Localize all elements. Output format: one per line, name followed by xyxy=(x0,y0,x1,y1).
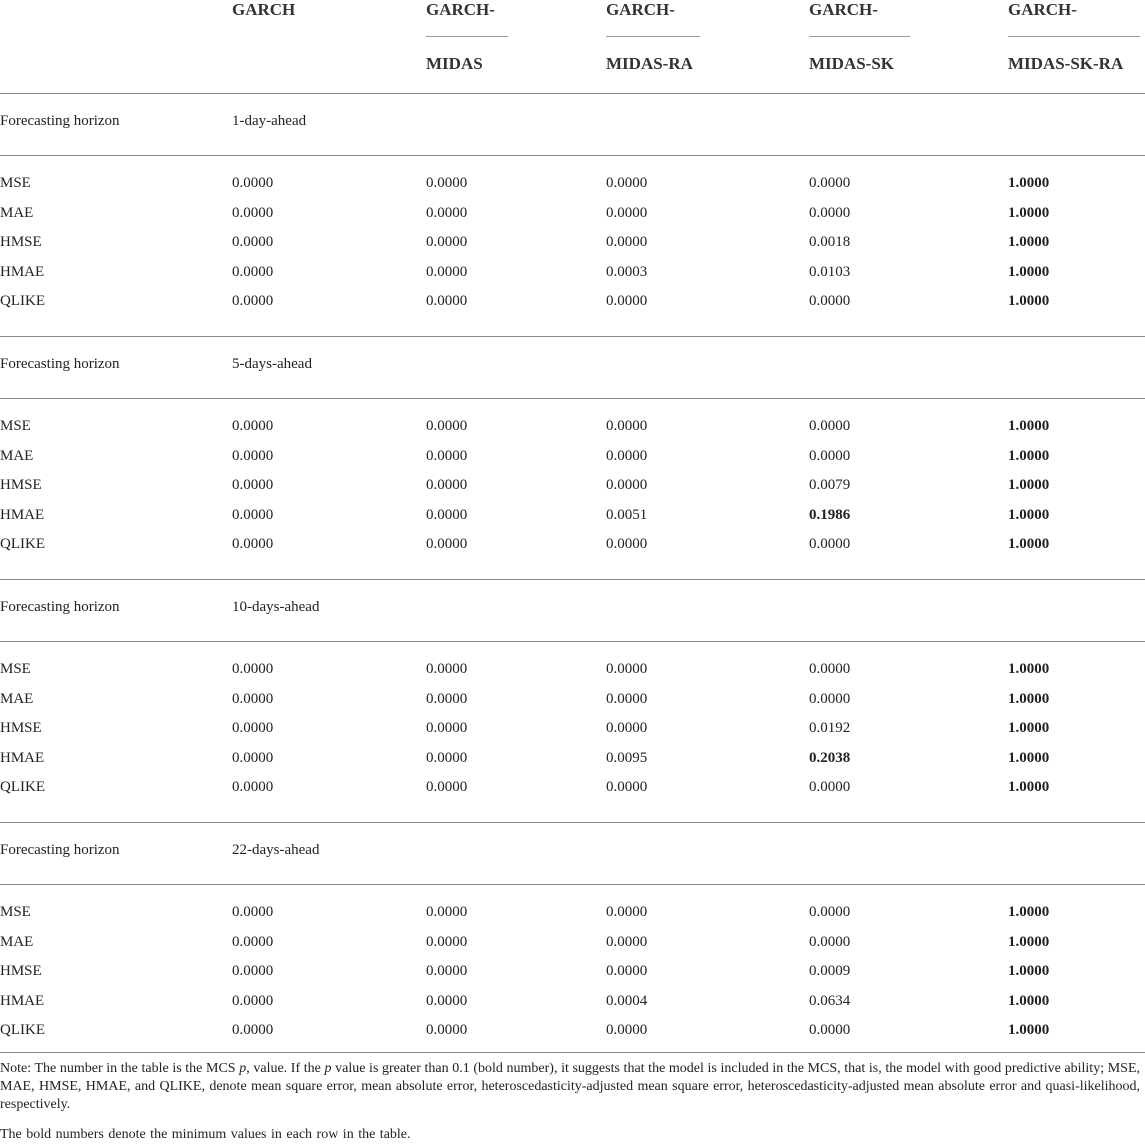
table-cell: 1.0000 xyxy=(1008,779,1050,796)
table-cell: 0.0000 xyxy=(232,779,274,796)
table-cell: 0.0000 xyxy=(606,175,648,191)
metric-label: QLIKE xyxy=(0,779,45,796)
table-rule xyxy=(0,93,1145,94)
table-cell: 1.0000 xyxy=(1008,234,1050,251)
table-cell: 0.0000 xyxy=(426,536,468,553)
metric-label: HMSE xyxy=(0,720,42,737)
table-cell: 0.0000 xyxy=(606,779,648,796)
table-cell: 0.0000 xyxy=(426,779,468,796)
column-header: GARCH- xyxy=(606,0,675,19)
table-cell: 0.0000 xyxy=(809,293,851,310)
metric-label: QLIKE xyxy=(0,536,45,553)
metric-label: HMAE xyxy=(0,992,45,1009)
table-rule xyxy=(0,155,1145,156)
table-cell: 0.0000 xyxy=(809,536,851,553)
metric-label: HMAE xyxy=(0,506,45,523)
table-cell: 0.0000 xyxy=(606,963,648,980)
table-cell: 0.0000 xyxy=(426,263,468,280)
table-cell: 1.0000 xyxy=(1008,204,1050,221)
table-cell: 0.0000 xyxy=(606,933,648,950)
metric-label: HMSE xyxy=(0,963,42,980)
column-header-line2: MIDAS-RA xyxy=(606,54,693,73)
table-cell: 0.0000 xyxy=(426,963,468,980)
table-cell: 0.0000 xyxy=(606,477,648,494)
table-rule xyxy=(0,641,1145,642)
note-prefix: Note: The number in the table is the MCS xyxy=(0,1061,240,1076)
table-cell: 0.0000 xyxy=(232,447,274,464)
table-cell: 0.0000 xyxy=(232,933,274,950)
table-note xyxy=(0,1060,1140,1114)
metric-label: QLIKE xyxy=(0,293,45,310)
table-cell: 0.0000 xyxy=(606,1022,648,1039)
column-header: GARCH- xyxy=(426,0,495,19)
table-cell: 0.0003 xyxy=(606,263,648,280)
note-p-symbol: p xyxy=(239,1061,247,1076)
table-cell: 0.0000 xyxy=(809,418,851,434)
metric-label: QLIKE xyxy=(0,1022,45,1039)
table-rule xyxy=(0,336,1145,337)
header-divider xyxy=(606,36,700,37)
table-cell: 1.0000 xyxy=(1008,661,1050,677)
note-p-symbol: p xyxy=(324,1061,332,1076)
table-cell: 0.0004 xyxy=(606,992,648,1009)
table-footnote: The bold numbers denote the minimum values in each row in the table. xyxy=(0,1127,411,1142)
header-divider xyxy=(426,36,508,37)
table-cell: 0.0000 xyxy=(809,779,851,796)
table-cell: 0.0000 xyxy=(809,447,851,464)
table-cell: 0.0051 xyxy=(606,506,648,523)
horizon-label: Forecasting horizon xyxy=(0,113,120,129)
table-rule xyxy=(0,884,1145,885)
table-cell: 0.0000 xyxy=(809,904,851,920)
table-cell: 0.0000 xyxy=(606,536,648,553)
header-divider xyxy=(809,36,910,37)
table-cell: 0.0000 xyxy=(809,661,851,677)
table-cell: 0.0000 xyxy=(426,506,468,523)
table-cell: 1.0000 xyxy=(1008,749,1050,766)
metric-label: MSE xyxy=(0,418,31,434)
table-cell: 0.0018 xyxy=(809,234,851,251)
table-cell: 1.0000 xyxy=(1008,992,1050,1009)
table-cell: 0.0000 xyxy=(606,447,648,464)
table-cell: 0.0000 xyxy=(606,418,648,434)
table-cell: 1.0000 xyxy=(1008,263,1050,280)
table-cell: 0.0000 xyxy=(232,293,274,310)
metric-label: MSE xyxy=(0,175,31,191)
note-middle: , value. If the xyxy=(246,1061,325,1076)
table-cell: 1.0000 xyxy=(1008,175,1050,191)
table-cell: 0.0000 xyxy=(232,506,274,523)
table-cell: 0.2038 xyxy=(809,749,851,766)
table-cell: 0.0000 xyxy=(426,720,468,737)
table-cell: 0.0000 xyxy=(232,204,274,221)
table-cell: 0.0000 xyxy=(426,477,468,494)
table-cell: 0.0000 xyxy=(426,447,468,464)
table-cell: 0.0000 xyxy=(232,477,274,494)
table-cell: 0.0000 xyxy=(426,904,468,920)
table-cell: 0.0000 xyxy=(232,234,274,251)
table-cell: 0.0634 xyxy=(809,992,851,1009)
metric-label: HMAE xyxy=(0,263,45,280)
table-cell: 0.0000 xyxy=(426,690,468,707)
column-header: GARCH xyxy=(232,0,296,19)
table-cell: 1.0000 xyxy=(1008,720,1050,737)
column-header-line2: MIDAS xyxy=(426,54,483,73)
table-cell: 0.0095 xyxy=(606,749,648,766)
table-cell: 1.0000 xyxy=(1008,447,1050,464)
table-cell: 0.0000 xyxy=(232,963,274,980)
table-cell: 0.0009 xyxy=(809,963,851,980)
table-cell: 1.0000 xyxy=(1008,1022,1050,1039)
metric-label: HMSE xyxy=(0,477,42,494)
table-cell: 0.0000 xyxy=(606,904,648,920)
table-cell: 0.0000 xyxy=(232,661,274,677)
horizon-value: 22-days-ahead xyxy=(232,842,320,858)
table-cell: 0.0000 xyxy=(232,690,274,707)
horizon-value: 1-day-ahead xyxy=(232,113,307,129)
horizon-value: 5-days-ahead xyxy=(232,356,312,372)
table-cell: 1.0000 xyxy=(1008,963,1050,980)
table-cell: 1.0000 xyxy=(1008,690,1050,707)
table-cell: 0.0000 xyxy=(606,690,648,707)
column-header: GARCH- xyxy=(1008,0,1077,19)
table-rule xyxy=(0,822,1145,823)
table-cell: 0.0000 xyxy=(809,1022,851,1039)
table-rule xyxy=(0,398,1145,399)
table-cell: 0.0079 xyxy=(809,477,851,494)
table-cell: 0.0000 xyxy=(232,175,274,191)
column-header: GARCH- xyxy=(809,0,878,19)
table-cell: 0.0000 xyxy=(809,204,851,221)
table-cell: 1.0000 xyxy=(1008,477,1050,494)
metric-label: HMAE xyxy=(0,749,45,766)
column-header-line2: MIDAS-SK-RA xyxy=(1008,54,1124,73)
table-cell: 1.0000 xyxy=(1008,506,1050,523)
table-cell: 1.0000 xyxy=(1008,293,1050,310)
table-cell: 0.0000 xyxy=(809,690,851,707)
horizon-label: Forecasting horizon xyxy=(0,599,120,615)
table-cell: 0.0000 xyxy=(232,263,274,280)
table-cell: 0.0000 xyxy=(232,1022,274,1039)
table-cell: 0.0000 xyxy=(426,933,468,950)
table-cell: 0.0000 xyxy=(232,904,274,920)
table-cell: 0.0103 xyxy=(809,263,851,280)
metric-label: MSE xyxy=(0,661,31,677)
metric-label: MAE xyxy=(0,204,34,221)
header-divider xyxy=(1008,36,1140,37)
table-rule xyxy=(0,1052,1145,1053)
table-cell: 1.0000 xyxy=(1008,933,1050,950)
horizon-value: 10-days-ahead xyxy=(232,599,320,615)
table-cell: 0.0000 xyxy=(606,234,648,251)
table-cell: 1.0000 xyxy=(1008,904,1050,920)
metric-label: MAE xyxy=(0,690,34,707)
horizon-label: Forecasting horizon xyxy=(0,842,120,858)
table-cell: 0.0000 xyxy=(606,661,648,677)
table-cell: 0.0000 xyxy=(426,204,468,221)
table-cell: 1.0000 xyxy=(1008,536,1050,553)
table-cell: 0.0000 xyxy=(426,992,468,1009)
metric-label: HMSE xyxy=(0,234,42,251)
metric-label: MSE xyxy=(0,904,31,920)
table-cell: 0.0000 xyxy=(606,204,648,221)
table-cell: 0.0000 xyxy=(426,418,468,434)
table-cell: 0.1986 xyxy=(809,506,851,523)
table-cell: 0.0000 xyxy=(809,175,851,191)
table-cell: 1.0000 xyxy=(1008,418,1050,434)
table-cell: 0.0000 xyxy=(232,992,274,1009)
table-cell: 0.0192 xyxy=(809,720,851,737)
table-cell: 0.0000 xyxy=(426,749,468,766)
metric-label: MAE xyxy=(0,447,34,464)
table-cell: 0.0000 xyxy=(606,293,648,310)
table-cell: 0.0000 xyxy=(606,720,648,737)
table-cell: 0.0000 xyxy=(426,293,468,310)
table-rule xyxy=(0,579,1145,580)
column-header-line2: MIDAS-SK xyxy=(809,54,895,73)
metric-label: MAE xyxy=(0,933,34,950)
table-cell: 0.0000 xyxy=(232,536,274,553)
table-cell: 0.0000 xyxy=(809,933,851,950)
table-cell: 0.0000 xyxy=(426,234,468,251)
note-body: value is greater than 0.1 (bold number), it suggests that the model is included in the MCS, that is, the model with good predictive ability; MSE, MAE, HMSE, HMAE, and QLIKE, denote mean square error, mean absolute error, heteroscedasticity-adjusted mean square error, heteroscedasticity-adjusted mean absolute error and quasi-likelihood, respectively. xyxy=(0,1061,1140,1112)
horizon-label: Forecasting horizon xyxy=(0,356,120,372)
table-cell: 0.0000 xyxy=(426,1022,468,1039)
table-cell: 0.0000 xyxy=(426,661,468,677)
table-cell: 0.0000 xyxy=(232,749,274,766)
table-cell: 0.0000 xyxy=(232,720,274,737)
table-cell: 0.0000 xyxy=(426,175,468,191)
table-cell: 0.0000 xyxy=(232,418,274,434)
